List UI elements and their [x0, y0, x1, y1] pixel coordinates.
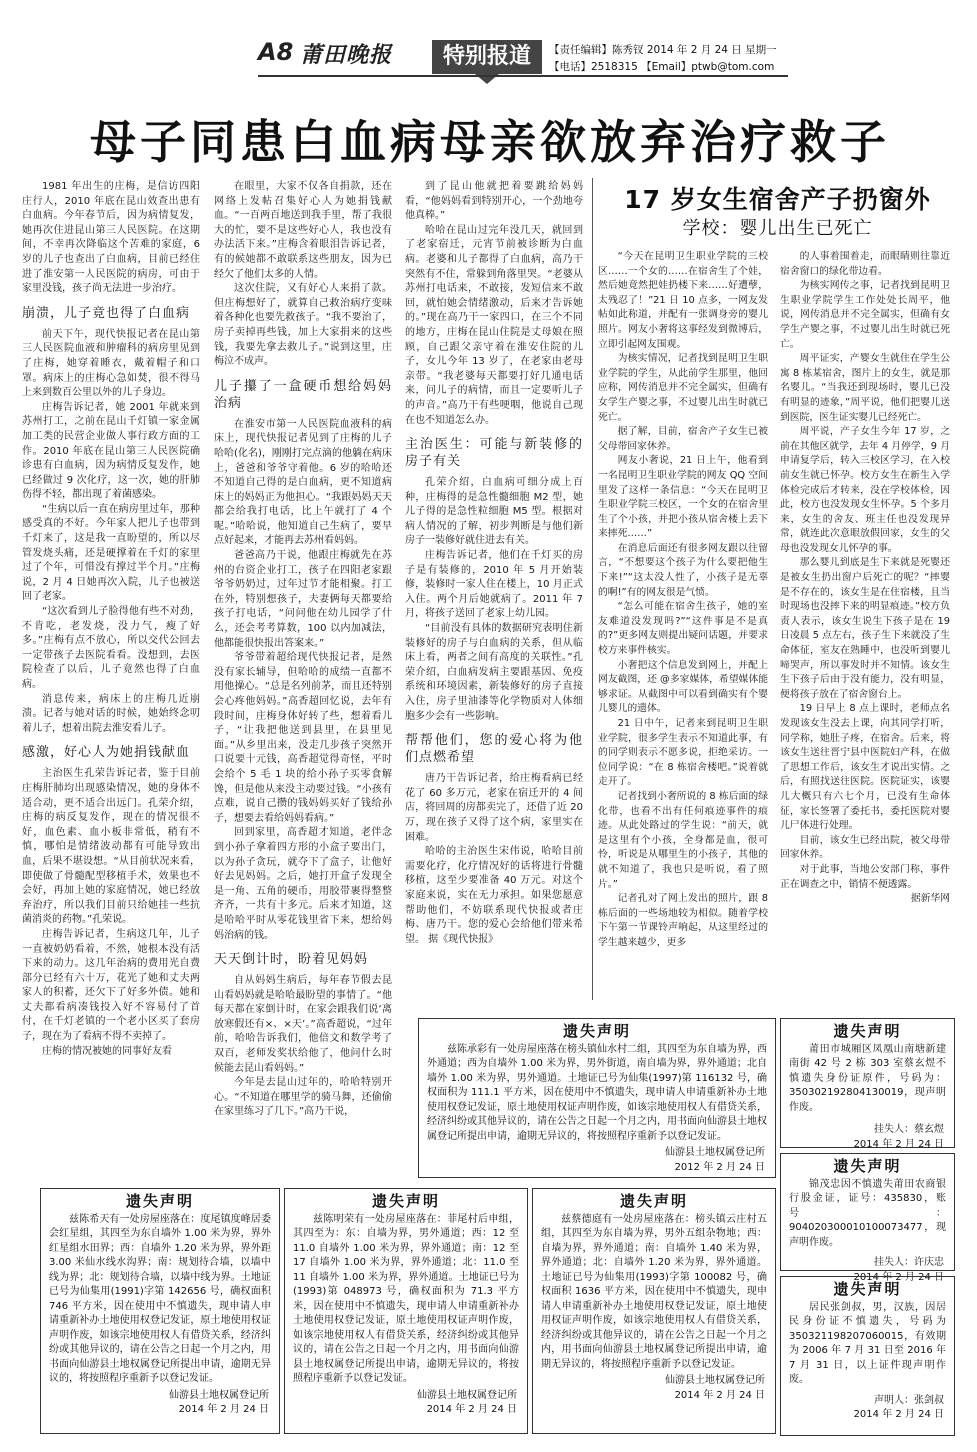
paragraph: 的人事着围着走，而眼睛则往靠近宿舍窗口的绿化带边看。 — [780, 251, 950, 277]
notice-org: 仙游县土地权属登记所 — [417, 1389, 517, 1401]
notice-body: 兹陈明荣有一处房屋座落在：菲尾村后申组，其四至为：东：自墙为界，男外通道；西：12 至 11.0 自墙外 1.00 米为界，界外通道；南：12 至 17 自墙外 1.00 米为界，界外通道；北：11.0 至 11 自墙外 1.00 米为界，界外通道。土地证已号为(1993)第 048973 号，确权面积为 71.3 平方米，因在使用中不慎遗失，现申请人申请重新补办土地使用权登记发证，原土地使用权证声明作废，如该宗地使用权人有借贷关系，经济纠纷或其他异议的，请在公告之日起一个月之内，用书面向仙游县土地权属登记所提出申请，逾期无异议的，将按照程序重新予以登记发证。 — [293, 1213, 519, 1384]
paragraph: 为核实网传之事，记者找到昆明卫生职业学院学生工作处处长周平，他说，网传消息并不完全属实，但确有女学生产婴之事，不过婴儿出生时就已死亡。 — [780, 280, 950, 350]
notice-title: 遗失声明 — [833, 1280, 902, 1298]
paragraph: 自从妈妈生病后，每年春节假去昆山看妈妈就是哈哈最盼望的事情了。“他每天都在家倒计时，在家会跟我们说‘离放寒假还有×、×天’。”高香超说，“过年前，哈哈告诉我们，他倍文和数学考了双百，老师发奖状给他了，他问什么时候能去昆山看妈妈。” — [214, 975, 392, 1074]
paragraph: 小奢把这个信息发到网上，并配上网友截图，还 @多家媒体，希望媒体能够求证。从截图中可以看到确实有个婴儿婴儿的遗体。 — [598, 659, 768, 715]
notice-org: 仙游县土地权属登记所 — [665, 1375, 765, 1386]
notice-date: 2014 年 2 月 24 日 — [853, 1271, 944, 1283]
subheading: 帮帮他们，您的爱心将为他们点燃希望 — [405, 733, 583, 766]
notice-title: 遗失声明 — [371, 1192, 440, 1210]
paragraph: “这次看到儿子脸得他有些不对劲，不肯吃，老发烧，没力气，瘦了好多。”庄梅有点不放心，所以交代公回去一定带孩子去医院看看。没想到，去医院检查了以后，儿子竟然也得了白血病。 — [22, 606, 200, 690]
paragraph: 在淮安市第一人民医院血液科的病床上，现代快报记者见到了庄梅的儿子哈哈(化名)，刚刚打完点滴的他躺在病床上，爸爸和爷爷守着他。6 岁的哈哈还不知道自己得的是白血病，更不知道病床上的妈妈正为他担心。“我跟妈妈天天都会给我打电话，比上午就打了 4 个呢。”哈哈说，他知道自己生病了，要早点好起来，才能再去苏州看妈妈。 — [214, 418, 392, 547]
notice-date: 2014 年 2 月 24 日 — [853, 1409, 944, 1420]
paragraph: “目前没有具体的数据研究表明住新装修好的房子与白血病的关系，但从临床上看，两者之间有高度的关联性。”孔荣介绍，白血病发病主要跟基因、免疫系统和环境因素，新装修好的房子直接入住，房子里油漆等化学物质对人体细胞多少会有一些影响。 — [405, 623, 583, 722]
paragraph: 在眼里，大家不仅各自捐款，还在网络上发帖召集好心人为她捐钱献血。“一百两百地送到我手里，帮了我很大的忙，要不是这些好心人，我也没有办法活下来。”庄梅含着眼泪告诉记者，有的候她都不敢联系这些朋友，因为已经欠了他们太多的人情。 — [214, 181, 392, 280]
column-divider — [592, 178, 593, 1000]
paragraph: 回到家里，高香超才知道，老伴念到小孙子拿着四方形的小盒子要出门，以为孙子贪玩，就夺下了盒子，让他好好去见妈妈。之后，她打开盒子发现全是一角、五角的硬币，用胶带裹得整整齐齐，一共有十多元。后来才知道，这是哈哈平时从零花钱里省下来，想给妈妈治病的钱。 — [214, 827, 392, 941]
notice-sign: 挂失人：蔡玄煜 — [874, 1124, 944, 1135]
notice-bank-xu — [780, 1153, 955, 1283]
page-number: A8 — [258, 38, 294, 66]
paragraph: 庄梅告诉记者，他们在千灯买的房子是有装修的，2010 年 5 月开始装修，装修时一家人住在楼上，10 月正式入住。两个月后她就病了。2011 年 7 月，将孩子送回了老家上幼儿园。 — [405, 550, 583, 620]
notice-land-chen-mingrong — [284, 1188, 528, 1434]
notice-title: 遗失声明 — [619, 1192, 688, 1210]
source-credit: 据新华网 — [910, 893, 950, 905]
paragraph: 据了解，目前，宿舍产子女生已被父母带回家休养。 — [598, 426, 768, 452]
subheading: 主治医生：可能与新装修的房子有关 — [405, 437, 583, 470]
notice-body: 兹陈希天有一处房屋座落在：度尾镇度峰居委会红星组，其四至为东自墙外 1.00 米为界，界外红星组水田界；西：自墙外 1.20 米为界，界外距 3.00 米仙水线水沟界；南：规划待合墙，以墙中线为界；北：规划待合墙，以墙中线为界。土地证已号为仙集用(1991)字第 142656 号，确权面积 746 平方米，因在使用中不慎遗失，现申请人申请重新补办土地使用权登记发证，原土地使用权证声明作废，如该宗地使用权人有借贷关系，经济纠纷或其他异议的，请在公告之日起一个月之内，用书面向仙游县土地权属登记所提出申请，逾期无异议的，将按照程序重新予以登记发证。 — [49, 1213, 271, 1384]
paragraph: 记者孔对了网上发出的照片，跟 8 栋后面的一些场地较为相似。随着学校下午第一节课铃声响起，从这里经过的学生越来越少，更多 — [598, 893, 768, 948]
subheading: 崩溃，儿子竟也得了白血病 — [22, 305, 191, 321]
paragraph: 记者找到小奢所说的 8 栋后面的绿化带，也看不出有任何痕迹事件的痕迹。从此处路过的学生说：“前天，就是这里有个小孩，全身都是血，很可怜，听说是从哪里生的小孩子，其他的就不知道了，我也只是听说，看了照片。” — [598, 790, 768, 890]
notice-body: 兹蔡德庭有一处房屋座落在：榜头镇云庄村五组，其四至为东自墙为界，男外五组杂物地；西：自墙为界，界外通道；南：自墙外 1.40 米为界，界外通道；北：自墙外 1.20 米为界，界外通道。土地证已号为仙集用(1993)字第 100082 号，确权面积 1636 平方米，因在使用中不慎遗失，现申请人申请重新补办土地使用权登记发证，原土地使用权证声明作废，如该宗地使用权人有借贷关系，经济纠纷或其他异议的，请在公告之日起一个月之内，用书面向仙游县土地权属登记所提出申请，逾期无异议的，将按照程序重新予以登记发证。 — [541, 1213, 767, 1370]
section-name: 特别报道 — [432, 40, 542, 74]
notice-body: 兹陈承彩有一处房屋座落在榜头镇仙水村二组，其四至为东自墙为界，西外通道；西为自墙外 1.00 米为界，男外街道，南自墙为界，界外通道；北自墙外 1.00 米为界，男外通道。土地证已号为仙集(1997)第 116132 号，确权面积为 111.1 平方米，因在使用中不慎遗失，现申请人申请重新补办土地使用权登记发证，原土地使用权证声明作废，如该宗地使用权人有借贷关系，经济纠纷或其他异议的，请在公告之日起一个月之内，用书面向仙游县土地权属登记所提出申请，逾期无异议的，将按照程序重新予以登记发证。 — [427, 1043, 767, 1142]
notice-body: 居民张剑叔，男，汉族，因居民身份证不慎遗失，号码为 350321198207060015，有效期为 2006 年 7 月 31 日至 2016 年 7 月 31 日，以上证件现声明作废。 — [789, 1301, 946, 1385]
paragraph: 前天下午，现代快报记者在昆山第三人民医院血液和肿瘤科的病房里见到了庄梅，她穿着睡衣，戴着帽子和口罩。病床上的庄梅心急如焚，很不得马上来到数百公里以外的儿子身边。 — [22, 328, 200, 399]
notice-date: 2014 年 2 月 24 日 — [178, 1404, 269, 1415]
notice-date: 2014 年 2 月 24 日 — [853, 1138, 944, 1150]
paragraph: 网友小奢说，21 日上午，他看到一名昆明卫生职业学院的网友 QQ 空间里发了这样一条信息：“今天在昆明卫生职业学院三校区，一个女的在宿舍里生了个小孩，并把小孩从宿舍楼上丢下来摔死……” — [598, 455, 768, 540]
side-article-subtitle: 学校：婴儿出生已死亡 — [682, 218, 873, 239]
paragraph: 唐乃干告诉记者，给庄梅看病已经花了 60 多万元，老家在宿迁开的 4 间店，将回周的房都卖完了，还借了近 20 万，现在孩子又得了这个病，家里实在困难。 — [405, 773, 583, 843]
main-title: 母子同患白血病母亲欲放弃治疗救子 — [90, 115, 890, 169]
paragraph: 庄梅的情况被她的同事好友看 — [42, 1045, 172, 1057]
side-article-column-1 — [598, 250, 768, 998]
header — [0, 0, 977, 92]
paragraph: “今天在昆明卫生职业学院的三校区……一个女的……在宿舍生了个娃，然后她竟然把娃扔楼下来……好遭孽，太残忍了！”21 日 10 点多，一网友发帖如此称道，并配有一张调身旁的婴儿照片。网友小奢将这事经发到微博后，立即引起网友围观。 — [598, 251, 768, 350]
side-article-title: 17 岁女生宿舍产子扔窗外 — [624, 185, 931, 214]
notice-date: 2012 年 2 月 24 日 — [674, 1161, 765, 1173]
main-article-column-2 — [214, 180, 392, 1175]
paragraph: 1981 年出生的庄梅，是信访四阳庄行人，2010 年底在昆山效查出患有白血病。今年春节后，因为病情复发，她再次住进昆山第三人民医院。在这期间，不幸再次降临这个苦难的家庭，6 岁的儿子也查出了白血病，目前已经住进了淮安第一人民医院的病房，可由于家里没钱，孩子尚无法进一步治疗。 — [22, 181, 200, 295]
paragraph: “怎么可能在宿舍生孩子，她的室友难道没发现吗?”“这件事是不是真的?”更多网友则提出疑问话题，并要求校方来事件核实。 — [598, 601, 768, 657]
paragraph: 哈哈的主治医生宋伟说，哈哈目前需要化疗，化疗情况好的话将进行骨髓移植，这至少要准备 40 万元。对这个家庭来说，实在无力承担。如果您愿意帮助他们，不妨联系现代快报或者庄梅、唐乃干。您的爱心会给他们带来希望。 据《现代快报》 — [405, 846, 583, 945]
notice-body: 莆田市城厢区凤凰山南塘新建南街 42 号 2 栋 303 室蔡玄煜不慎遗失身份证原件，号码为：350302192804130019，现声明作废。 — [789, 1043, 946, 1113]
paragraph: 庄梅告诉记者，她 2001 年就来到苏州打工，之前在昆山千灯镇一家金属加工类的民营企业做人事行政方面的工作。2010 年底在昆山第三人民医院确诊患有白血病，因为病情反复发作，她已经做过 9 次化疗，这一次，她的肝肺伤得不轻，都出现了着菌感染。 — [22, 401, 200, 501]
paragraph: 19 日早上 8 点上课时，老师点名发现该女生没去上课，向其同学打听，同学称，她肚子疼，在宿舍。后来，将该女生送往晋宁县中医院妇产科，在做了思想工作后，该女生才说出实情。之后，有照找送往医院。医院证实，该婴儿大概只有六七个月，已没有生命体征，家长签署了委托书，委托医院对婴儿尸体进行处理。 — [780, 703, 950, 832]
paragraph: 到了昆山他就把着要跳给妈妈看，“他妈妈看到特别开心，一个劲地夸他真棒。” — [405, 181, 583, 222]
notice-date: 2014 年 2 月 24 日 — [426, 1404, 517, 1415]
paragraph: 今年是去昆山过年的，哈哈特别开心。“不知道在哪里学的骑马舞，还偷偷在家里练习了几下。”高乃干说， — [214, 1077, 392, 1118]
paragraph: 周平证实，产婴女生就住在学生公寓 8 栋某宿舍，图片上的女生，就是那名婴儿。“当我还到现场时，婴儿已没有明显的迹象，”周平说，他们把婴儿送到医院，医生证实婴儿已经死亡。 — [780, 353, 950, 423]
main-article-column-3 — [405, 180, 583, 945]
paragraph: “生病以后一直在病房里过年，那种感受真的不好。今年家人把儿子也带到千灯来了，这是我一直盼望的，所以尽管发烧头痛，还是硬撑着在千灯的家里过了个年，可惜没有撑过半个月。”庄梅说，2 月 4 日她再次入院，儿子也被送回了老家。 — [22, 503, 200, 603]
notice-title: 遗失声明 — [833, 1157, 902, 1175]
paragraph: 在消息后面还有很多网友跟以往留言，“不想要这个孩子为什么要把他生下来!”“这太没人性了，小孩子是无辜的啊!”有的网友很是气愤。 — [598, 542, 768, 598]
notice-org: 仙游县土地权属登记所 — [169, 1389, 269, 1401]
notice-org: 仙游县土地权属登记所 — [665, 1147, 765, 1158]
notice-title: 遗失声明 — [562, 1022, 631, 1040]
paragraph: 爸爸高乃干说，他跟庄梅就先在苏州的台资企业打工，孩子在四阳老家跟爷爷奶奶过，过年过节才能相聚。打工在外，特别想孩子，夫妻俩每天都要给孩子打电话，“问问他在幼儿园学了什么，还会考考算数，100 以内加减法，他都能很快报出答案来。” — [214, 550, 392, 649]
paragraph: 21 日中午，记者来到昆明卫生职业学院，很多学生表示不知道此事，有的同学则表示不愿多说，拒绝采访。一位同学说：“在 8 栋宿舍楼吧。”说着就走开了。 — [598, 718, 768, 788]
editor-meta: 【责任编辑】陈秀钗 2014 年 2 月 24 日 星期一 — [549, 44, 777, 56]
side-article-column-2 — [780, 250, 950, 998]
paragraph: 消息传来，病床上的庄梅几近崩溃。记者与她对话的时候，她始终念叨着儿子，想着出院去淮安看儿子。 — [22, 693, 200, 734]
paragraph: 庄梅告诉记者，生病这几年，儿子一直被奶奶看着，不然，她根本没有活下来的动力。这几年治病的费用光自费部分已经有六十万，花光了她和丈夫两家人的积蓄，还欠下了好多外债。她和丈夫都看病凑钱投入好不容易付了首付，在千灯老镇的一个老小区买了套房子，现在为了看病不得不卖掉了。 — [22, 928, 200, 1043]
header-rule — [258, 75, 788, 77]
paragraph: 哈哈在昆山过完年没几天，就回到了老家宿迁，元宵节前被诊断为白血病。老婆和儿子都得了白血病，高乃干突然有不住，常躲到角落里哭。“老婆从苏州打电话来，不敢接，发短信来不敢回，就怕她会情绪激动，后来才告诉她的。”现在高乃干一家四口，在三个不同的地方，庄梅在昆山住院是丈母娘在照顾，自己跟父亲守着在淮安住院的儿子，女儿今年 13 岁了，在老家由老母亲带。“我老婆每天都要打好几通电话来，问儿子的病情，而且一定要听儿子的声音。”高乃干有些哽咽，他说自己现在也不知道怎么办。 — [405, 224, 583, 426]
notice-title: 遗失声明 — [125, 1192, 194, 1210]
notice-land-cai-deting — [532, 1188, 776, 1434]
notice-land-chen — [418, 1018, 776, 1178]
main-article-column-1 — [22, 180, 200, 1175]
notice-date: 2014 年 2 月 24 日 — [674, 1389, 765, 1401]
subheading: 儿子攥了一盒硬币想给妈妈治病 — [214, 378, 392, 411]
paragraph: 目前，该女生已经出院，被父母带回家休养。 — [780, 834, 950, 861]
notice-land-chen-xitian — [40, 1188, 280, 1434]
notice-title: 遗失声明 — [833, 1022, 902, 1040]
subheading: 感激，好心人为她捐钱献血 — [22, 745, 191, 761]
paragraph: 那么婴儿到底是生下来就是死婴还是被女生扔出窗户后死亡的呢？“摔婴是不存在的，该女生是在住宿楼，且当时现场也没摔下来的明显痕迹。”校方负责人表示，该女生说生下孩子是在 19 日凌晨 5 点左右，孩子生下来就没了生命体征，室友在熟睡中，也没听到婴儿啼哭声，所以事发时并不知情。该女生生下孩子后由于没有能力，没有明显，便将孩子放在了宿舍窗台上。 — [780, 557, 950, 700]
notice-sign: 声明人：张剑叔 — [874, 1394, 944, 1406]
notice-sign: 挂失人：许庆忠 — [874, 1257, 944, 1268]
paragraph: 为核实情况，记者找到昆明卫生职业学院的学生，从此前学生那里，他回应称，网传消息并不完全属实，但确有女学生产婴之事，不过婴儿出生时就已死亡。 — [598, 353, 768, 423]
paragraph: 对于此事，当地公安部门称，事件正在调查之中，销情不便透露。 — [780, 863, 950, 890]
paragraph: 孔荣介绍，白血病可细分成上百种，庄梅得的是急性髓细胞 M2 型，她儿子得的是急性粒细胞 M5 型。根据对病人情况的了解，初步判断是与他们新房子一装修好就住进去有关。 — [405, 477, 583, 547]
paragraph: 周平说，产子女生今年 17 岁，之前在其他区就学，去年 4 月停学，9 月申请复学后，转入三校区学习，在入校前女生就已怀孕。校方女生在新生入学体检完成后才转来，没在学校体检，因此，校方也没发现女生怀孕。5 个多月来，女生的舍友、班主任也没发现异常，就连此次意眼放假回家，女生的父母也没发现女儿怀孕的事。 — [780, 426, 950, 554]
subheading: 天天倒计时，盼着见妈妈 — [214, 952, 369, 968]
notice-body: 锦茂忠因不慎遗失莆田农商银行股金证，证号：435830，账号：904020300010100073477，现声明作废。 — [789, 1178, 946, 1248]
notice-id-zhang — [780, 1276, 955, 1436]
notice-id-cai — [780, 1018, 955, 1148]
paragraph: 爷爷带着超给现代快报记者，是然没有家长辅导，但哈哈的成绩一直都不用他操心。“总是名列前茅，而且还特别会心疼他妈妈。”高香超回忆说，去年有段时间，庄梅身体好转了些，想着看儿子，“让我把他送到县里，在县里见面。”从乡里出来，没走几步孩子突然开口说要十元钱，高香超觉得奇怪，平时会给个 5 毛 1 块的给小孙子买零食解馋，但是他从来没主动要过钱。“小孩有点难，说自己攒的钱妈妈买好了钱给孙子，想要去看给妈妈看病。” — [214, 652, 392, 824]
paragraph: 这次住院，又有好心人来捐了款。但庄梅想好了，就算自己救治病疗变味着各种化也要先救孩子。“我不要治了，房子卖掉再些钱，加上大家捐来的这些钱，我要先拿去救儿子。”说到这里，庄梅泣不成声。 — [214, 283, 392, 368]
contact-meta: 【电话】2518315 【Email】ptwb@tom.com — [549, 61, 775, 73]
paper-logo: 莆田晚报 — [300, 43, 393, 68]
paragraph: 主治医生孔荣告诉记者，鉴于目前庄梅肝肺均出现感染情况，她的身体不适合动，更不适合出远门。孔荣介绍，庄梅的病反复发作，现在的情况很不好，血色素、血小板非常低，稍有不慎，哪怕是情绪波动都有可能导致出血，后果不堪设想。“从目前状况来看，即使做了骨髓配型移植手术，效果也不会好，再加上她的家庭情况，她已经放弃治疗，所以我们目前只给她挂一些抗菌消炎的药物。”孔荣说。 — [22, 768, 200, 926]
